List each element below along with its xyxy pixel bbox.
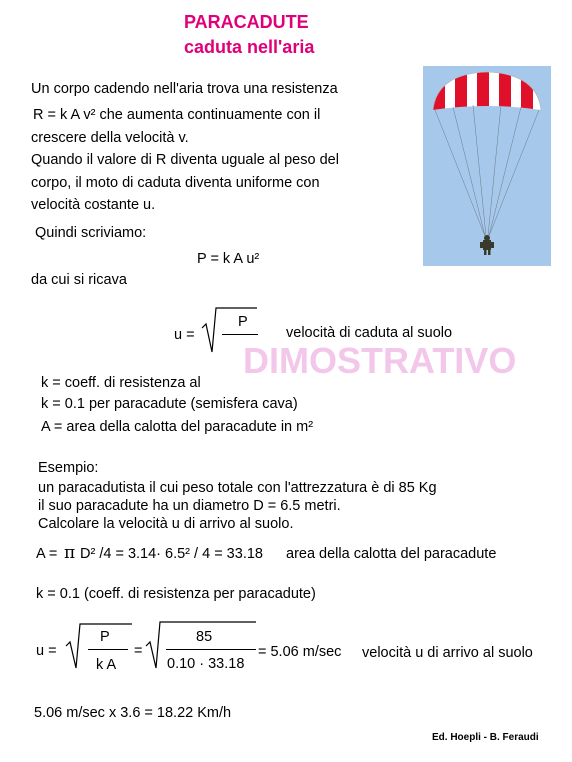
final-num2: 85 [196, 629, 213, 645]
credit: Ed. Hoepli - B. Feraudi [432, 732, 539, 743]
intro-line-6: velocità costante u. [31, 197, 156, 213]
example-heading: Esempio: [38, 460, 99, 476]
intro-line-3: crescere della velocità v. [31, 130, 189, 146]
formula-u-desc: velocità di caduta al suolo [286, 325, 453, 341]
def-a: A = area della calotta del paracadute in m² [41, 419, 314, 435]
parachute-image [423, 66, 551, 266]
final-den2: 0.10 · 33.18 [167, 656, 245, 672]
def-k: k = coeff. di resistenza al [41, 375, 201, 391]
intro-line-4: Quando il valore di R diventa uguale al peso del [31, 152, 339, 168]
area-expression: D² /4 = 3.14· 6.5² / 4 = 33.18 [80, 546, 263, 562]
final-lhs: u = [36, 643, 57, 659]
intro-line-5: corpo, il moto di caduta diventa uniforme con [31, 175, 320, 191]
pi-symbol: π [64, 543, 76, 563]
k-line: k = 0.1 (coeff. di resistenza per paracadute) [36, 586, 316, 602]
def-k-value: k = 0.1 per paracadute (semisfera cava) [41, 396, 298, 412]
area-desc: area della calotta del paracadute [286, 546, 497, 562]
formula-u-numerator: P [238, 314, 248, 330]
intro-line-2: R = k A v² che aumenta continuamente con il [33, 107, 321, 123]
example-line-2: il suo paracadute ha un diametro D = 6.5 metri. [38, 498, 341, 514]
watermark: DIMOSTRATIVO [243, 340, 517, 381]
example-line-1: un paracadutista il cui peso totale con l'attrezzatura è di 85 Kg [38, 480, 437, 496]
final-result: = 5.06 m/sec [258, 644, 342, 660]
intro-line-1: Un corpo cadendo nell'aria trova una resistenza [31, 81, 338, 97]
final-desc: velocità u di arrivo al suolo [362, 645, 533, 661]
fraction-line-2 [166, 649, 256, 650]
final-num1: P [100, 629, 110, 645]
final-den1: k A [96, 657, 117, 673]
quindi-text: Quindi scriviamo: [35, 225, 147, 241]
area-lhs: A = [36, 546, 58, 562]
fraction-line [222, 334, 258, 335]
example-line-3: Calcolare la velocità u di arrivo al suolo. [38, 516, 294, 532]
parachute-photo [423, 66, 551, 266]
page-title: PARACADUTE [184, 12, 309, 32]
equation-p: P = k A u² [197, 251, 260, 267]
fraction-line-1 [88, 649, 128, 650]
equals-sign: = [134, 643, 143, 659]
page-subtitle: caduta nell'aria [184, 37, 315, 57]
conversion-line: 5.06 m/sec x 3.6 = 18.22 Km/h [34, 705, 232, 721]
formula-u-lhs: u = [174, 327, 195, 343]
da-cui-text: da cui si ricava [31, 272, 127, 288]
